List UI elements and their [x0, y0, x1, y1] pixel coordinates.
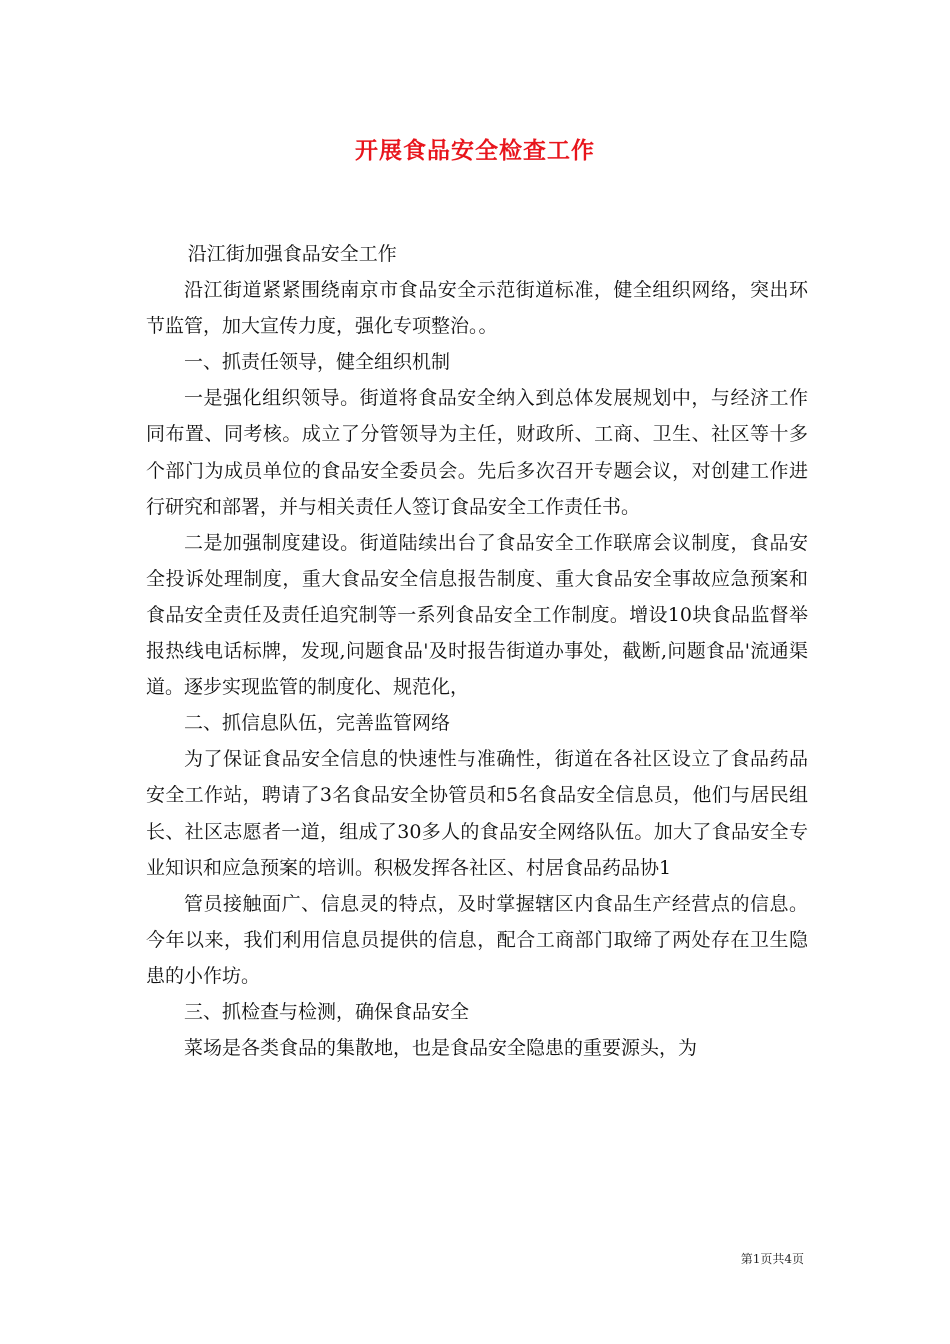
document-title: 开展食品安全检查工作 [355, 137, 595, 164]
paragraph: 为了保证食品安全信息的快速性与准确性，街道在各社区设立了食品药品安全工作站，聘请了3名食品安全协管员和5名食品安全信息员，他们与居民组长、社区志愿者一道，组成了30多人的食品安全网络队伍。加大了食品安全专业知识和应急预案的培训。积极发挥各社区、村居食品药品协1 [146, 748, 808, 879]
page-number-footer: 第1页共4页 [740, 1252, 804, 1266]
paragraph: 菜场是各类食品的集散地，也是食品安全隐患的重要源头，为 [184, 1037, 698, 1060]
section-heading: 二、抓信息队伍，完善监管网络 [184, 712, 451, 735]
paragraph: 沿江街加强食品安全工作 [187, 243, 397, 265]
paragraph: 沿江街道紧紧围绕南京市食品安全示范街道标准，健全组织网络，突出环节监管，加大宣传力度，强化专项整治。。 [146, 279, 808, 338]
paragraph: 一是强化组织领导。街道将食品安全纳入到总体发展规划中，与经济工作同布置、同考核。成立了分管领导为主任，财政所、工商、卫生、社区等十多个部门为成员单位的食品安全委员会。先后多次召开专题会议，对创建工作进行研究和部署，并与相关责任人签订食品安全工作责任书。 [146, 387, 808, 518]
section-heading: 一、抓责任领导，健全组织机制 [184, 351, 451, 374]
paragraph: 管员接触面广、信息灵的特点，及时掌握辖区内食品生产经营点的信息。今年以来，我们利用信息员提供的信息，配合工商部门取缔了两处存在卫生隐患的小作坊。 [146, 892, 808, 987]
section-heading: 三、抓检查与检测，确保食品安全 [184, 1000, 470, 1023]
document-body [146, 236, 808, 1066]
paragraph: 二是加强制度建设。街道陆续出台了食品安全工作联席会议制度，食品安全投诉处理制度，重大食品安全信息报告制度、重大食品安全事故应急预案和食品安全责任及责任追究制等一系列食品安全工作制度。增设10块食品监督举报热线电话标牌，发现,问题食品'及时报告街道办事处，截断,问题食品'流通渠道。逐步实现监管的制度化、规范化， [146, 531, 808, 699]
